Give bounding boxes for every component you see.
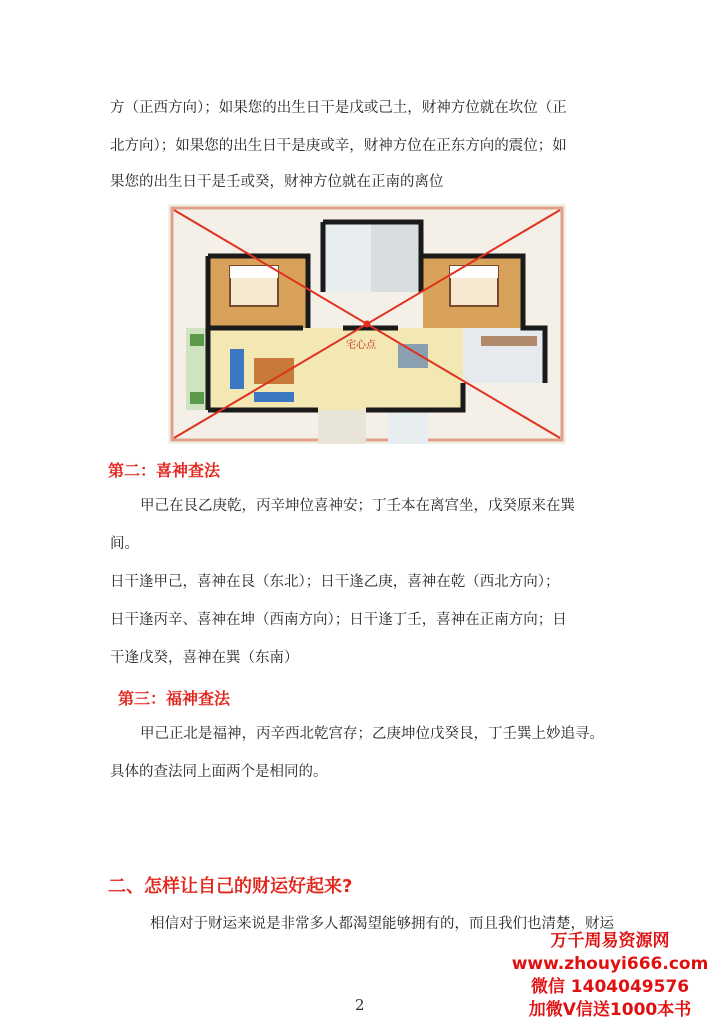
intro-line-1: 方（正西方向）；如果您的出生日干是戊或己土，财神方位就在坎位（正	[110, 100, 567, 116]
plant-bottom	[190, 392, 204, 404]
plant-top	[190, 334, 204, 346]
chapter-title: 二、怎样让自己的财运好起来?	[108, 876, 353, 897]
dining-table	[398, 344, 428, 368]
section3-title: 第三：福神查法	[118, 689, 231, 708]
section2-rule-line-2: 日干逢丙辛、喜神在坤（西南方向）；日干逢丁壬，喜神在正南方向；日	[110, 612, 567, 628]
intro-line-2: 北方向）；如果您的出生日干是庚或辛，财神方位在正东方向的震位；如	[110, 138, 567, 154]
sofa-front	[254, 392, 294, 402]
section2-verse-line-2: 间。	[110, 536, 139, 552]
pillow-right	[450, 266, 498, 278]
watermark-line-3: 微信 1404049576	[530, 977, 690, 997]
floor-plan-image	[168, 204, 566, 444]
living-room-floor	[208, 328, 463, 410]
chapter-body-line: 相信对于财运来说是非常多人都渴望能够拥有的，而且我们也清楚，财运	[150, 916, 614, 932]
watermark-line-1: 万千周易资源网	[550, 931, 670, 951]
entry-floor	[388, 410, 428, 444]
center-label: 宅心点	[346, 340, 376, 351]
section3-verse-line-1: 甲己正北是福神，丙辛西北乾宫存；乙庚坤位戊癸艮，丁壬巽上妙追寻。	[140, 726, 604, 742]
watermark	[510, 930, 710, 1022]
intro-line-3: 果您的出生日干是壬或癸，财神方位就在正南的离位	[110, 174, 444, 190]
watermark-line-4: 加微V信送1000本书	[528, 1000, 692, 1020]
utility-floor	[371, 222, 421, 292]
sofa-side	[230, 349, 244, 389]
section2-rule-line-1: 日干逢甲己，喜神在艮（东北）；日干逢乙庚，喜神在乾（西北方向）；	[110, 574, 560, 590]
hall-floor	[318, 410, 366, 444]
section2-rule-line-3: 干逢戊癸，喜神在巽（东南）	[110, 650, 299, 666]
center-point	[364, 321, 371, 328]
kitchen-counter	[481, 336, 537, 346]
page-number: 2	[355, 996, 365, 1014]
section2-verse-line-1: 甲己在艮乙庚乾，丙辛坤位喜神安；丁壬本在离宫坐，戊癸原来在巽	[140, 498, 575, 514]
section3-verse-line-2: 具体的查法同上面两个是相同的。	[110, 764, 328, 780]
watermark-line-2: www.zhouyi666.com	[511, 954, 709, 974]
section2-title: 第二：喜神查法	[108, 461, 221, 480]
bathroom-floor	[323, 222, 371, 292]
